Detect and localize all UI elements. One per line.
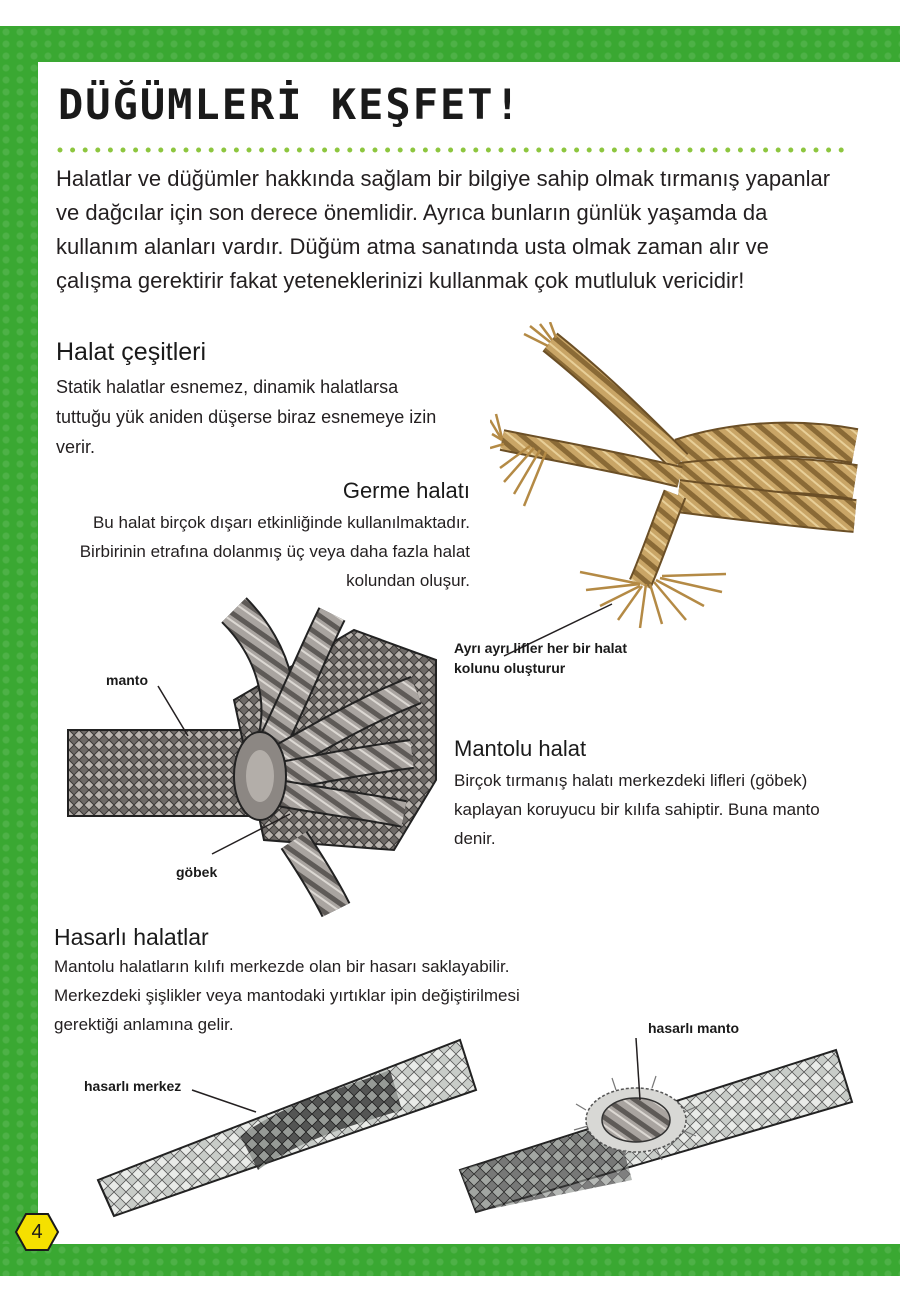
rope-types-text: Statik halatlar esnemez, dinamik halatlarsa tuttuğu yük aniden düşerse biraz esnemeye izin verir.: [56, 377, 437, 457]
damaged-ropes-heading: Hasarlı halatlar: [54, 924, 209, 950]
page-number-badge: [14, 1212, 60, 1252]
kernmantle-rope-text: Birçok tırmanış halatı merkezdeki lifleri (göbek) kaplayan koruyucu bir kılıfa sahiptir. Buna manto denir.: [454, 771, 820, 848]
twisted-rope-text: Bu halat birçok dışarı etkinliğinde kullanılmaktadır. Birbirinin etrafına dolanmış üç veya daha fazla halat kolundan oluşur.: [79, 513, 470, 590]
kernmantle-rope-illustration: [64, 590, 444, 920]
kernmantle-rope-heading: Mantolu halat: [454, 736, 587, 761]
page-frame-bottom: [0, 1244, 900, 1276]
twisted-rope-heading: Germe halatı: [342, 478, 470, 503]
page-frame-left: [0, 26, 38, 1244]
page-number: 4: [31, 1220, 43, 1243]
page-frame-top: [0, 26, 900, 62]
sheath-label: manto: [106, 672, 148, 688]
damaged-sheath-label: hasarlı manto: [648, 1020, 740, 1036]
damaged-ropes-text: Mantolu halatların kılıfı merkezde olan bir hasarı saklayabilir. Merkezdeki şişlikler veya mantodaki yırtıklar ipin değiştirilmesi gerektiği anlamına gelir.: [54, 957, 520, 1034]
fiber-label: Ayrı ayrı lifler her bir halat kolunu oluşturur: [454, 640, 627, 676]
twisted-rope-illustration: [490, 322, 862, 632]
page-title: DÜĞÜMLERİ KEŞFET!: [58, 80, 522, 129]
damaged-sheath-rope-illustration: [456, 1030, 856, 1220]
intro-paragraph: Halatlar ve düğümler hakkında sağlam bir bilgiye sahip olmak tırmanış yapanlar ve dağcılar için son derece önemlidir. Ayrıca bunların günlük yaşamda da kullanım alanları vardır. Düğüm atma sanatında usta olmak zaman alır ve çalışma gerektirir fakat yeteneklerinizi kullanmak çok mutluluk vericidir!: [56, 166, 831, 293]
core-label: göbek: [176, 864, 218, 880]
rope-types-heading: Halat çeşitleri: [56, 338, 207, 366]
dotted-divider: [56, 146, 856, 154]
damaged-core-pointer: [190, 1086, 260, 1116]
damaged-core-rope-illustration: [90, 1030, 480, 1220]
damaged-core-label: hasarlı merkez: [84, 1078, 182, 1094]
